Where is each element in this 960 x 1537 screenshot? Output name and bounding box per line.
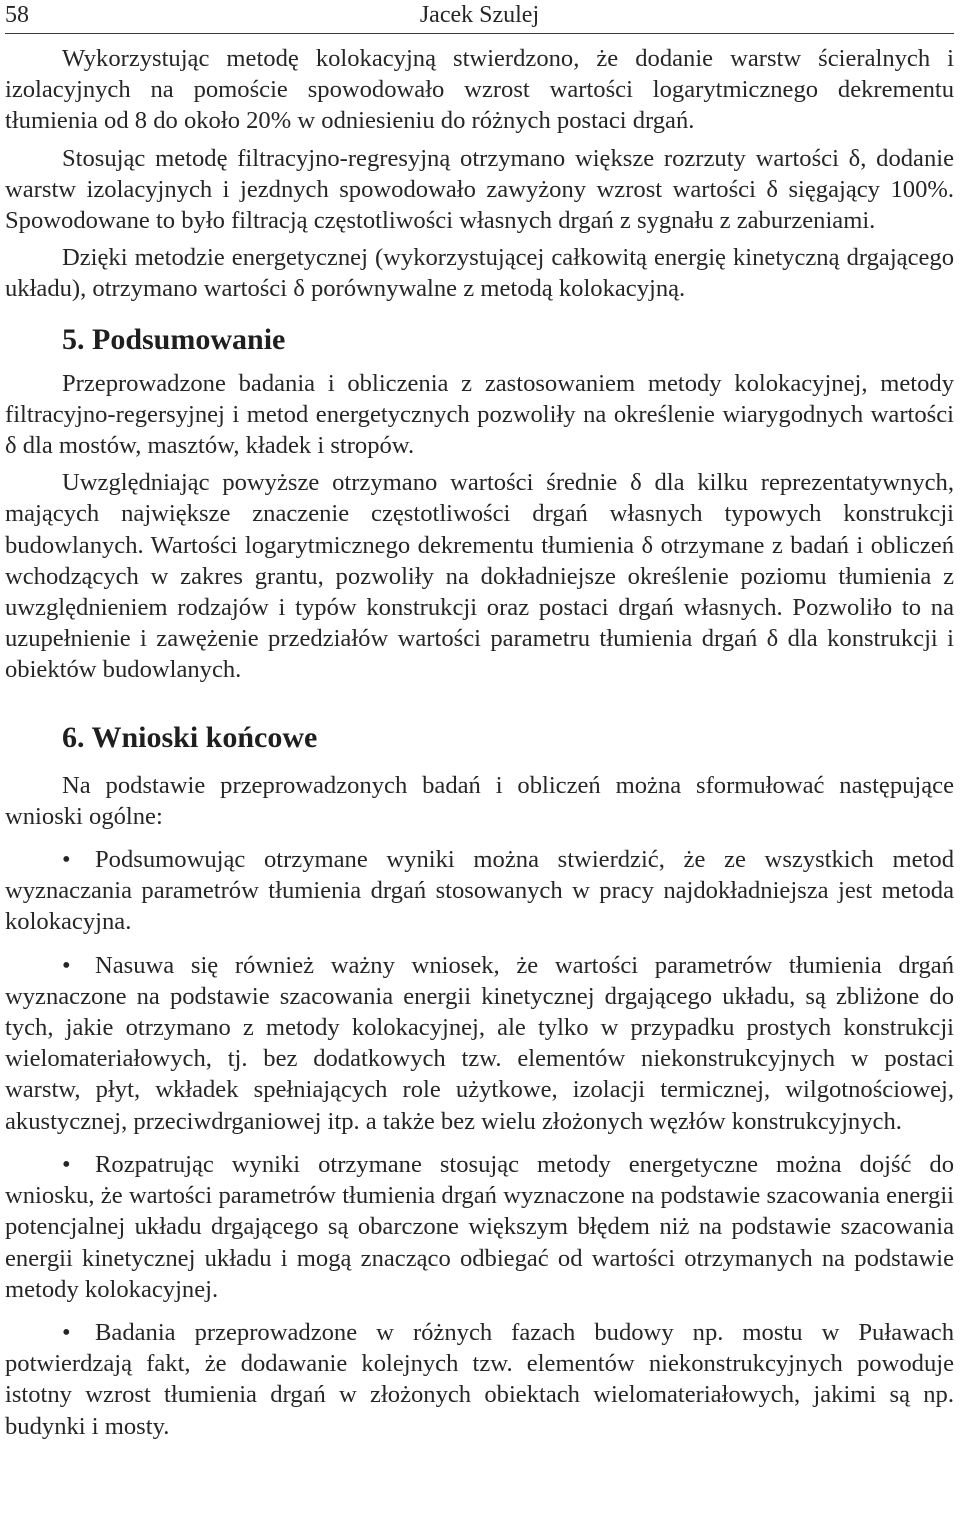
paragraph-energy-result: Dzięki metodzie energetycznej (wykorzystującej całkowitą energię kinetyczną drgającego układu), otrzymano wartości δ porównywalne z metodą kolokacyjną. [5, 244, 954, 303]
paragraph-conclusions-intro: Na podstawie przeprowadzonych badań i obliczeń można sformułować następujące wnioski ogólne: [5, 771, 954, 830]
conclusion-item [5, 1149, 954, 1305]
paragraph-filtration-result: Stosując metodę filtracyjno-regresyjną otrzymano większe rozrzuty wartości δ, dodanie warstw izolacyjnych i jezdnych spowodowało zawyżony wzrost wartości δ sięgający 100%. Spowodowane to było filtracją częstotliwości własnych drgań z sygnału z zaburzeniami. [5, 144, 954, 235]
bullet-icon: • [62, 1150, 71, 1178]
conclusion-item [5, 1317, 954, 1442]
conclusion-text: Badania przeprowadzone w różnych fazach budowy np. mostu w Puławach potwierdzają fakt, że dodawanie kolejnych tzw. elementów niekonstrukcyjnych powoduje istotny wzrost tłumienia drgań w złożonych obiektach wielomateriałowych, jakimi są np. budynki i mosty. [5, 1318, 954, 1440]
conclusions-list [5, 844, 954, 1442]
bullet-icon: • [62, 951, 71, 979]
section-heading-summary: 5. Podsumowanie [62, 322, 286, 356]
paragraph-collocation-result: Wykorzystując metodę kolokacyjną stwierdzono, że dodanie warstw ścieralnych i izolacyjnych na pomoście spowodowało wzrost wartości logarytmicznego dekrementu tłumienia od 8 do około 20% w odniesieniu do różnych postaci drgań. [5, 45, 954, 135]
page-body [5, 34, 954, 1442]
conclusion-item [5, 844, 954, 938]
bullet-icon: • [62, 1318, 71, 1346]
conclusion-item [5, 950, 954, 1137]
conclusion-text: Rozpatrując wyniki otrzymane stosując metody energetyczne można dojść do wniosku, że wartości parametrów tłumienia drgań wyznaczone na podstawie szacowania energii potencjalnej układu drgającego są obarczone większym błędem niż na podstawie szacowania energii kinetycznej układu i mogą znacząco odbiegać od wartości otrzymanych na podstawie metody kolokacyjnej. [5, 1150, 954, 1303]
bullet-icon: • [62, 846, 71, 874]
page-number: 58 [5, 2, 29, 28]
paragraph-summary-2: Uwzględniając powyższe otrzymano wartości średnie δ dla kilku reprezentatywnych, mających największe znaczenie częstotliwości drgań własnych typowych konstrukcji budowlanych. Wartości logarytmicznego dekrementu tłumienia δ otrzymane z badań i obliczeń wchodzących w zakres grantu, pozwoliły na dokładniejsze określenie poziomu tłumienia z uwzględnieniem rodzajów i typów konstrukcji oraz postaci drgań własnych. Pozwoliło to na uzupełnienie i zawężenie przedziałów wartości parametru tłumienia drgań δ dla konstrukcji i obiektów budowlanych. [5, 469, 954, 684]
section-heading-conclusions: 6. Wnioski końcowe [62, 720, 318, 754]
conclusion-text: Nasuwa się również ważny wniosek, że wartości parametrów tłumienia drgań wyznaczone na podstawie szacowania energii kinetycznej drgającego układu, są zbliżone do tych, jakie otrzymano z metody kolokacyjnej, ale tylko w przypadku prostych konstrukcji wielomateriałowych, tj. bez dodatkowych tzw. elementów niekonstrukcyjnych w postaci warstw, płyt, wkładek spełniających role użytkowe, izolacji termicznej, wilgotnościowej, akustycznej, przeciwdrganiowej itp. a także bez wielu złożonych węzłów konstrukcyjnych. [5, 951, 954, 1135]
running-author: Jacek Szulej [419, 2, 540, 28]
conclusion-text: Podsumowując otrzymane wyniki można stwierdzić, że ze wszystkich metod wyznaczania parametrów tłumienia drgań stosowanych w pracy najdokładniejsza jest metoda kolokacyjna. [5, 846, 954, 936]
running-header [5, 0, 954, 34]
paragraph-summary-1: Przeprowadzone badania i obliczenia z zastosowaniem metody kolokacyjnej, metody filtracyjno-regersyjnej i metod energetycznych pozwoliły na określenie wiarygodnych wartości δ dla mostów, masztów, kładek i stropów. [5, 369, 954, 460]
